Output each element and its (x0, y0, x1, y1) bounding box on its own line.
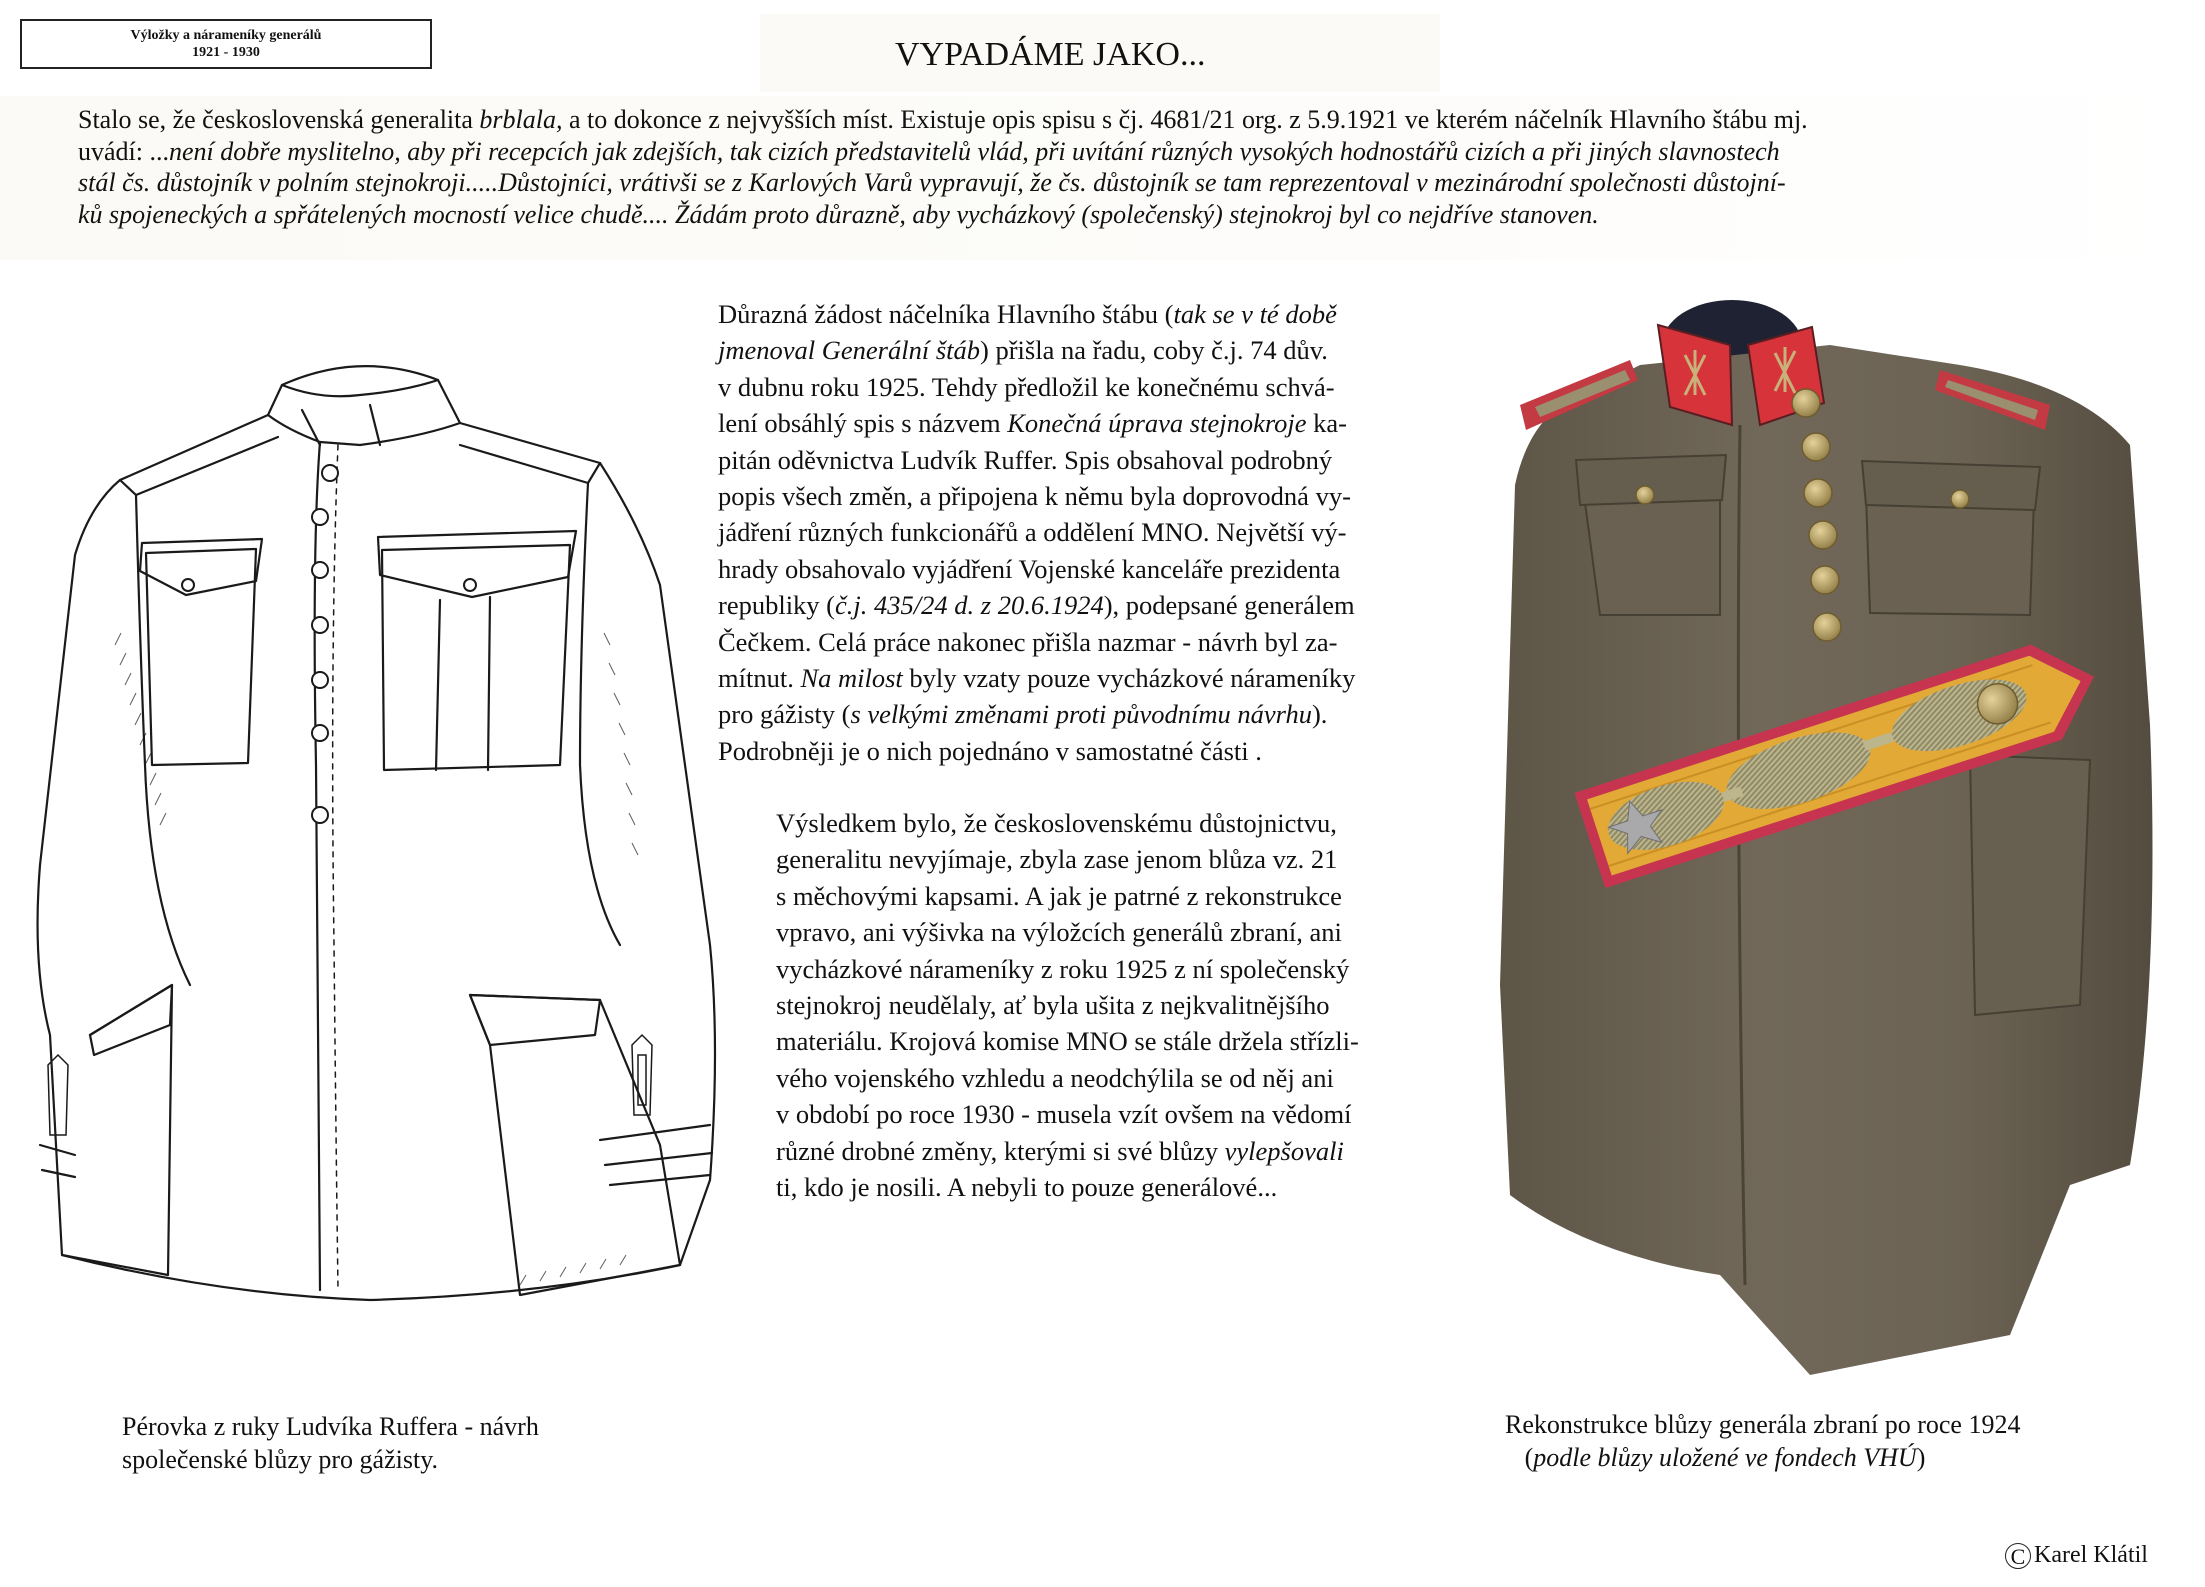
text-run: pro gážisty ( (718, 699, 851, 730)
text-line (78, 104, 2138, 136)
intro-paragraph (78, 104, 2138, 230)
text-run: stejnokroj neudělaly, ať byla ušita z nejkvalitnějšího (776, 990, 1330, 1021)
text-run: Důrazná žádost náčelníka Hlavního štábu ( (718, 299, 1174, 329)
text-line (776, 841, 1359, 877)
text-line (718, 478, 1355, 514)
drawing-right-chest-pocket (382, 545, 570, 770)
copyright-icon: C (2005, 1543, 2031, 1569)
text-line (718, 624, 1355, 660)
text-line (78, 136, 2138, 168)
text-run: ). (1311, 699, 1328, 730)
text-run: byly vzaty pouze vycházkové nárameníky (902, 663, 1356, 694)
caption-drawing-line2: společenské blůzy pro gážisty. (122, 1445, 438, 1474)
photo-button (1802, 433, 1830, 461)
caption-photo-line2: (podle blůzy uložené ve fondech VHÚ) (1524, 1443, 1926, 1472)
text-run: Stalo se, že československá generalita (78, 105, 480, 134)
text-line (718, 405, 1355, 441)
text-line (78, 199, 2138, 231)
column-paragraph-2 (776, 805, 1359, 1205)
text-line (718, 296, 1355, 332)
drawing-left-lower-pocket (62, 985, 172, 1275)
text-run: v dubnu roku 1925. Tehdy předložil ke konečnému schvá- (718, 371, 1335, 402)
text-line (718, 514, 1355, 550)
text-line (776, 1133, 1359, 1169)
text-run: a to dokonce z nejvyšších míst. Existuje opis spisu s čj. 4681/21 org. z 5.9.1921 ve kterém náčelník Hlavního štábu mj. (562, 105, 1808, 134)
text-run: republiky ( (718, 590, 836, 621)
text-run: jádření různých funkcionářů a oddělení MNO. Největší vý- (718, 517, 1347, 548)
text-line (776, 1023, 1359, 1059)
text-run: materiálu. Krojová komise MNO se stále držela střízli- (776, 1026, 1359, 1057)
text-run: různé drobné změny, kterými si své blůzy (776, 1135, 1225, 1166)
text-line (718, 660, 1355, 696)
text-line (718, 696, 1355, 732)
drawing-button (312, 725, 328, 741)
text-run: Čečkem. Celá práce nakonec přišla nazmar - návrh byl za- (718, 626, 1338, 657)
text-run: ), podepsané generálem (1103, 590, 1355, 621)
text-line (776, 1060, 1359, 1096)
drawing-right-shoulder-strap (460, 423, 600, 483)
drawing-button (464, 579, 476, 591)
text-line (78, 167, 2138, 199)
text-run: uvádí: ... (78, 136, 169, 166)
caption-photo (1505, 1408, 2021, 1474)
text-run: ti, kdo je nosili. A nebyli to pouze generálové... (776, 1172, 1278, 1203)
caption-drawing (122, 1410, 539, 1476)
text-run: Výsledkem bylo, že československému důstojnictvu, (776, 808, 1337, 838)
copyright-notice (2005, 1542, 2148, 1569)
series-label-title: Výložky a nárameníky generálů (130, 28, 322, 43)
uniform-photo (1490, 285, 2205, 1385)
text-run: v období po roce 1930 - musela vzít ovšem na vědomí (776, 1099, 1352, 1130)
drawing-right-lower-pocket (470, 995, 680, 1295)
text-run: lení obsáhlý spis s názvem (718, 408, 1008, 439)
drawing-button (312, 807, 328, 823)
text-line (776, 1169, 1359, 1205)
italic-run: ků spojeneckých a spřátelených mocností velice chudě.... Žádám proto důrazně, aby vycházkový (společenský) stejnokroj byl co nejdříve stanoven. (78, 199, 1599, 229)
text-run: ) přišla na řadu, coby č.j. 74 dův. (980, 335, 1328, 366)
caption-drawing-line1: Pérovka z ruky Ludvíka Ruffera - návrh (122, 1412, 539, 1441)
text-run: generalitu nevyjímaje, zbyla zase jenom blůza vz. 21 (776, 844, 1338, 875)
text-run: popis všech změn, a připojena k němu byla doprovodná vy- (718, 481, 1351, 512)
text-line (776, 805, 1359, 841)
text-run: s měchovými kapsami. A jak je patrné z rekonstrukce (776, 880, 1342, 911)
photo-button (1813, 613, 1841, 641)
series-label-box (20, 19, 432, 69)
drawing-button (312, 509, 328, 525)
drawing-button (182, 579, 194, 591)
italic-run: s velkými změnami proti původnímu návrhu (850, 699, 1312, 730)
photo-button (1809, 521, 1837, 549)
photo-button (1951, 490, 1969, 508)
italic-run: tak se v té době (1173, 299, 1337, 329)
text-line (776, 1096, 1359, 1132)
drawing-left-shoulder-strap (120, 415, 278, 495)
italic-run: brblala, (479, 105, 563, 134)
text-run: hrady obsahovalo vyjádření Vojenské kanceláře prezidenta (718, 553, 1341, 584)
text-line (776, 951, 1359, 987)
text-run: pitán oděvnictva Ludvík Ruffer. Spis obsahoval podrobný (718, 444, 1333, 475)
drawing-button (322, 465, 338, 481)
text-line (718, 369, 1355, 405)
italic-run: Konečná úprava stejnokroje (1007, 408, 1307, 439)
drawing-button (312, 617, 328, 633)
italic-run: není dobře myslitelno, aby při recepcích jak zdejších, tak cizích představitelů vlád, při uvítání různých vysokých hodnostářů cizích a při jiných slavnostech (169, 136, 1780, 166)
caption-photo-line1: Rekonstrukce blůzy generála zbraní po roce 1924 (1505, 1410, 2021, 1439)
photo-button (1792, 389, 1820, 417)
drawing-button (312, 672, 328, 688)
italic-run: stál čs. důstojník v polním stejnokroji.....Důstojníci, vrátivši se z Karlových Varů vypravují, že čs. důstojník se tam reprezentoval v mezinárodní společnosti důstojní- (78, 168, 1786, 197)
text-line (718, 587, 1355, 623)
series-label-years: 1921 - 1930 (192, 45, 260, 60)
drawing-button (312, 562, 328, 578)
drawing-left-chest-pocket (146, 549, 256, 765)
photo-button (1811, 566, 1839, 594)
text-run: ka- (1306, 408, 1348, 439)
copyright-author: Karel Klátil (2034, 1542, 2148, 1568)
photo-button (1636, 486, 1654, 504)
page-title: VYPADÁME JAKO... (895, 36, 1206, 73)
text-run: mítnut. (718, 663, 801, 694)
photo-button (1804, 479, 1832, 507)
text-line (776, 914, 1359, 950)
italic-run: jmenoval Generální štáb (718, 335, 981, 366)
text-run: vpravo, ani výšivka na výložcích generálů zbraní, ani (776, 917, 1342, 948)
photo-right-lower-pocket (1970, 755, 2090, 1015)
text-run: vycházkové nárameníky z roku 1925 z ní společenský (776, 953, 1350, 984)
italic-run: Na milost (800, 663, 903, 694)
italic-run: č.j. 435/24 d. z 20.6.1924 (835, 590, 1104, 621)
text-line (718, 442, 1355, 478)
jacket-line-drawing (20, 345, 740, 1365)
text-line (776, 878, 1359, 914)
text-line (718, 733, 1355, 769)
text-line (776, 987, 1359, 1023)
text-run: vého vojenského vzhledu a neodchýlila se od něj ani (776, 1062, 1334, 1093)
column-paragraph-1 (718, 296, 1355, 769)
text-run: Podrobněji je o nich pojednáno v samostatné části . (718, 735, 1262, 766)
text-line (718, 332, 1355, 368)
italic-run: vylepšovali (1224, 1135, 1344, 1166)
drawing-collar (268, 366, 460, 445)
text-line (718, 551, 1355, 587)
